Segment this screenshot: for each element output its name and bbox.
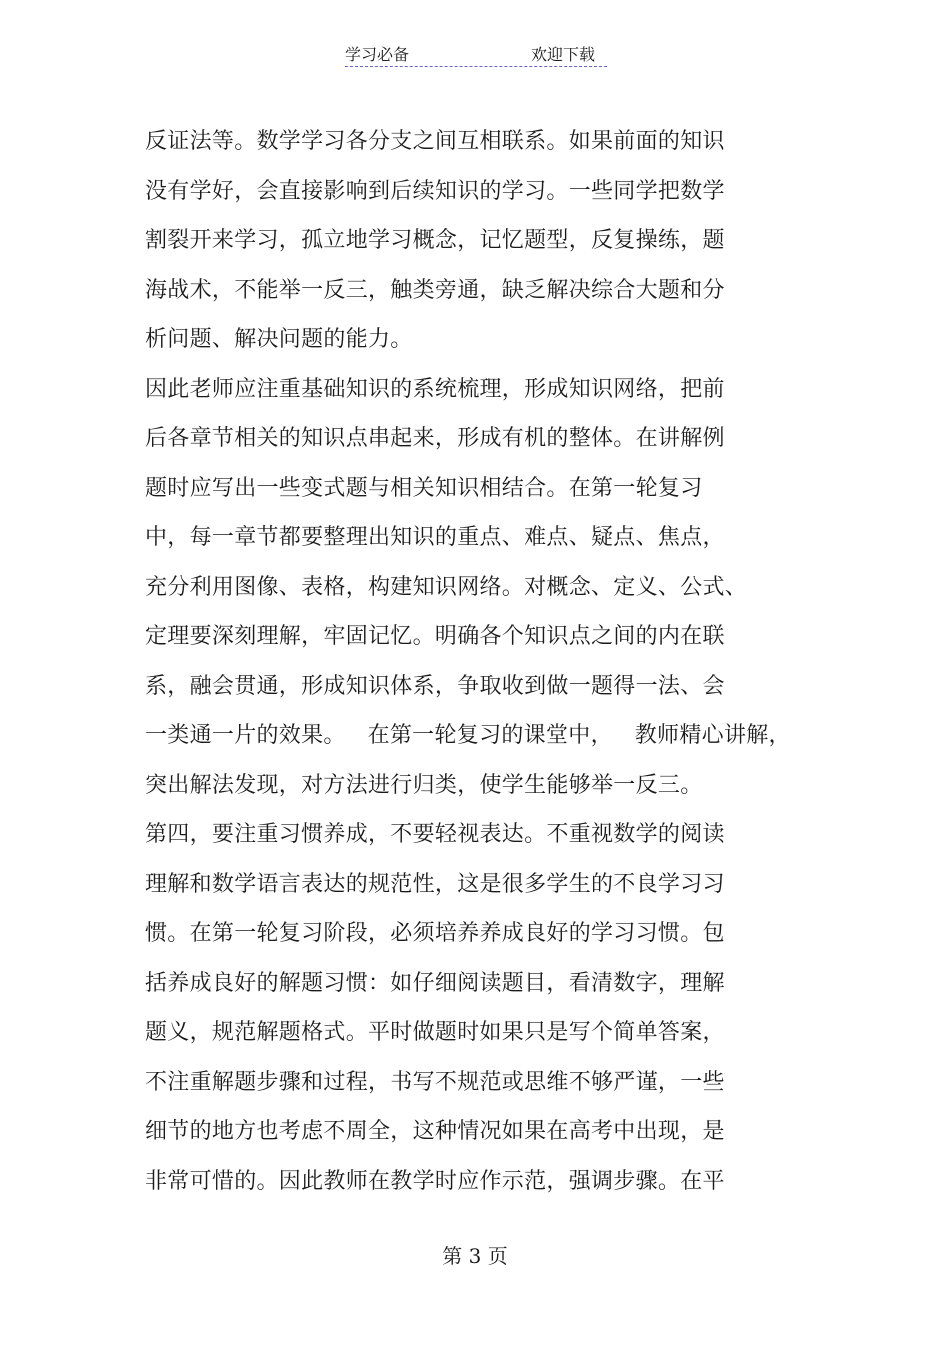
text-line: 后各章节相关的知识点串起来，形成有机的整体。在讲解例	[145, 426, 725, 451]
header-right-text: 欢迎下载	[531, 45, 596, 64]
text-line: 充分利用图像、表格，构建知识网络。对概念、定义、公式、	[145, 574, 748, 600]
text-line: 惯。在第一轮复习阶段，必须培养养成良好的学习习惯。包	[145, 921, 725, 946]
header-left-text: 学习必备	[345, 45, 410, 64]
text-line: 突出解法发现，对方法进行归类，使学生能够举一反三。	[145, 772, 703, 798]
text-line: 非常可惜的。因此教师在教学时应作示范，强调步骤。在平	[145, 1168, 725, 1194]
text-line: 理解和数学语言表达的规范性，这是很多学生的不良学习习	[145, 871, 725, 897]
text-line: 海战术，不能举一反三，触类旁通，缺乏解决综合大题和分	[145, 277, 725, 303]
text-line: 析问题、解决问题的能力。	[145, 327, 413, 352]
text-line: 第四，要注重习惯养成，不要轻视表达。不重视数学的阅读	[145, 822, 725, 847]
text-line: 系，融会贯通，形成知识体系，争取收到做一题得一法、会	[145, 673, 725, 699]
text-line: 题义，规范解题格式。平时做题时如果只是写个简单答案，	[145, 1020, 725, 1045]
text-line: 细节的地方也考虑不周全，这种情况如果在高考中出现，是	[145, 1119, 725, 1144]
page-header	[345, 40, 607, 67]
page-number: 第 3 页	[442, 1244, 508, 1268]
text-line: 一类通一片的效果。 在第一轮复习的课堂中， 教师精心讲解，	[145, 723, 791, 748]
text-line: 题时应写出一些变式题与相关知识相结合。在第一轮复习	[145, 475, 703, 501]
body-text	[145, 120, 905, 1209]
text-line: 定理要深刻理解，牢固记忆。明确各个知识点之间的内在联	[145, 624, 725, 649]
text-line: 没有学好，会直接影响到后续知识的学习。一些同学把数学	[145, 178, 725, 204]
text-line: 因此老师应注重基础知识的系统梳理，形成知识网络，把前	[145, 376, 725, 402]
text-line: 割裂开来学习，孤立地学习概念，记忆题型，反复操练，题	[145, 228, 725, 253]
text-line: 不注重解题步骤和过程，书写不规范或思维不够严谨，一些	[145, 1069, 725, 1095]
text-line: 括养成良好的解题习惯：如仔细阅读题目，看清数字，理解	[145, 970, 725, 996]
text-line: 反证法等。数学学习各分支之间互相联系。如果前面的知识	[145, 129, 725, 154]
text-line: 中，每一章节都要整理出知识的重点、难点、疑点、焦点，	[145, 525, 725, 550]
